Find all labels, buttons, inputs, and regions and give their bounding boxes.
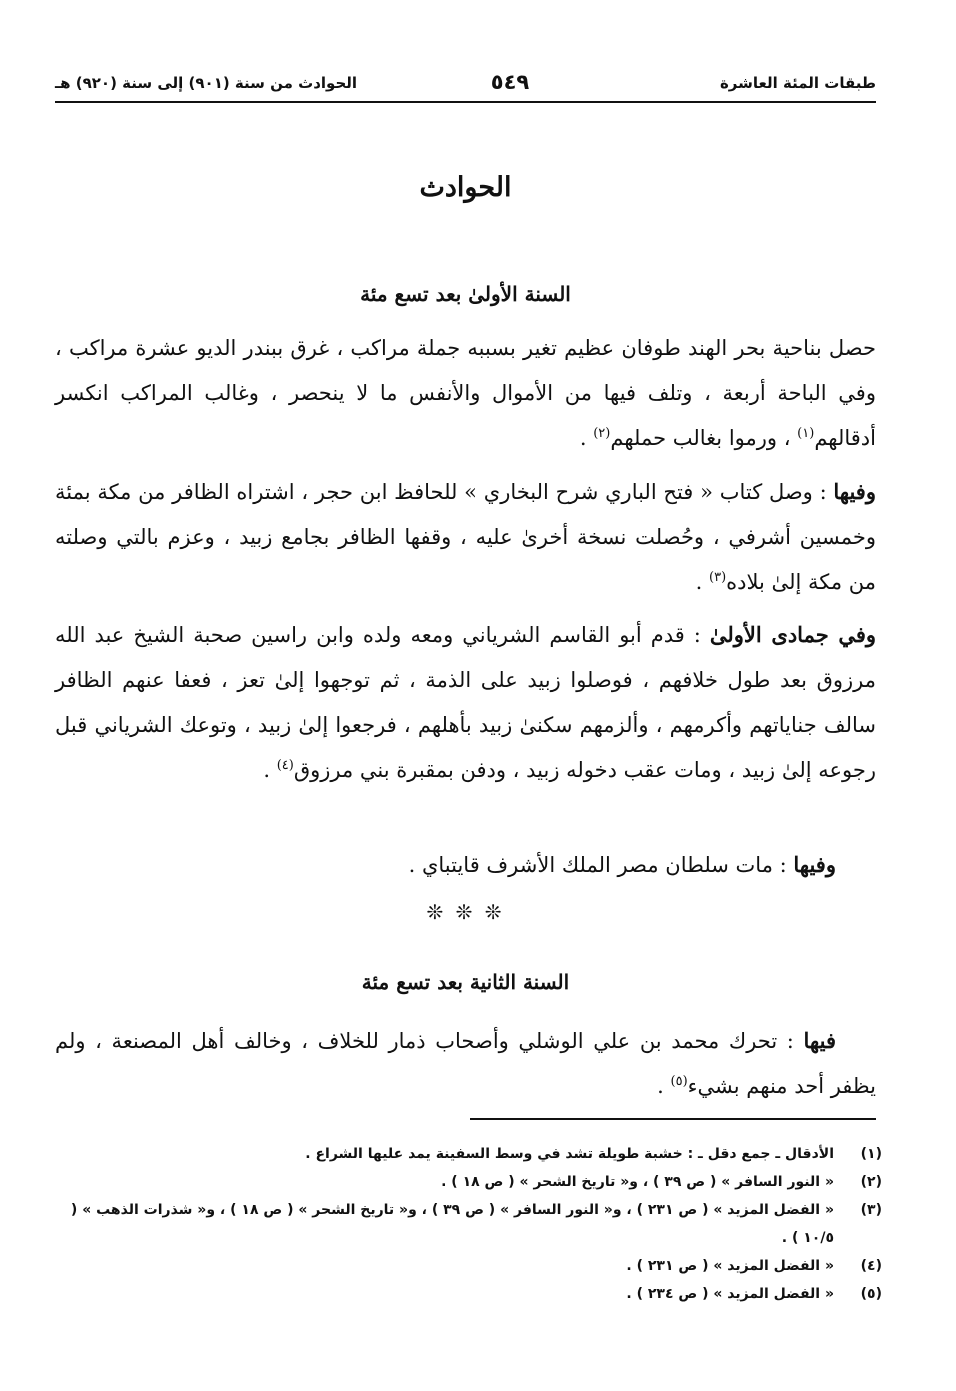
paragraph-lead: وفيها [793,852,836,877]
page-number: ٥٤٩ [490,70,530,94]
paragraph: وفي جمادى الأولىٰ : قدم أبو القاسم الشرياني ومعه ولده وابن راسين صحبة الشيخ عبد الله مرزوق بعد طول خلافهم ، فوصلوا زبيد على الذمة ، ثم توجهوا إلىٰ تعز ، فعفا عنهم الظافر سالف جناياتهم وأكرمهم ، وألزمهم سكنىٰ زبيد بأهلهم ، فرجعوا إلىٰ زبيد ، وتوعك الشرياني قبل رجوعه إلىٰ زبيد ، ومات عقب دخوله زبيد ، ودفن بمقبرة بني مرزوق$^{(٤)}$ . [55,622,877,782]
running-head-book-title: طبقات المئة العاشرة [719,74,876,92]
running-head [55,68,876,102]
footnote-ref[interactable]: (٥) [670,1074,688,1089]
footnote-number: (٤) [860,1258,882,1274]
running-head-chapter: الحوادث من سنة (٩٠١) إلى سنة (٩٢٠) هـ [55,74,358,92]
footnote-text: « الفضل المزيد » ( ص ٢٣١ ) ، و« النور السافر » ( ص ٣٩ ) ، و« تاريخ الشحر » ( ص ١٨ ) ، و« شذرات الذهب » ( ١٠/٥ ) . [70,1202,834,1246]
footnote-ref[interactable]: (٣) [709,570,727,585]
footnote-text: « الفضل المزيد » ( ص ٢٣١ ) . [626,1258,834,1274]
section-separator: ❊ ❊ ❊ [426,900,505,924]
footnote [55,1252,882,1280]
footnote-number: (١) [860,1146,882,1162]
footnote-number: (٥) [860,1286,882,1302]
section-heading-year-1: السنة الأولىٰ بعد تسع مئة [360,282,571,306]
footnote [55,1168,882,1196]
footnote-ref[interactable]: (٢) [593,426,611,441]
header-rule [55,101,876,103]
page-title: الحوادث [419,172,512,203]
footnote-ref[interactable]: (١) [797,426,815,441]
footnote [55,1140,882,1168]
footnote-number: (٢) [860,1174,882,1190]
footnote-text: « النور السافر » ( ص ٣٩ ) ، و« تاريخ الشحر » ( ص ١٨ ) . [441,1174,834,1190]
footnote-ref[interactable]: (٤) [276,758,294,773]
footnote-text: الأدقال ـ جمع دقل ـ : خشبة طويلة تشد في وسط السفينة يمد عليها الشراع . [305,1146,834,1162]
paragraph: حصل بناحية بحر الهند طوفان عظيم تغير بسببه جملة مراكب ، غرق ببندر الديو عشرة مراكب ، وفي الباحة أربعة ، وتلف فيها من الأموال والأنفس ما لا ينحصر ، وغالب المراكب انكسر أدقالهم$^{(١)}$ ، ورموا بغالب حملهم$^{(٢)}$ . [55,336,876,450]
footnote [55,1280,882,1308]
paragraph-lead: وفي جمادى الأولىٰ [709,622,877,647]
paragraph-lead: وفيها [833,479,876,504]
footnote-text: « الفضل المزيد » ( ص ٢٣٤ ) . [626,1286,834,1302]
footnote [55,1196,882,1252]
footnote-number: (٣) [860,1202,882,1218]
footnote-rule [470,1118,876,1120]
paragraph: وفيها : مات سلطان مصر الملك الأشرف قايتباي . [408,852,836,877]
footnotes [55,1140,882,1308]
section-heading-year-2: السنة الثانية بعد تسع مئة [361,970,570,994]
paragraph: فيها : تحرك محمد بن علي الوشلي وأصحاب ذمار للخلاف ، وخالف أهل المصنعة ، ولم يظفر أحد منهم بشيء$^{(٥)}$ . [55,1028,876,1098]
paragraph-lead: فيها [803,1028,836,1053]
paragraph: وفيها : وصل كتاب « فتح الباري شرح البخاري » للحافظ ابن حجر ، اشتراه الظافر من مكة بمئة وخمسين أشرفي ، وحُصلت نسخة أخرىٰ عليه ، وقفها الظافر بجامع زبيد ، وعزم بالتي وصلته من مكة إلىٰ بلاده$^{(٣)}$ . [55,479,876,594]
